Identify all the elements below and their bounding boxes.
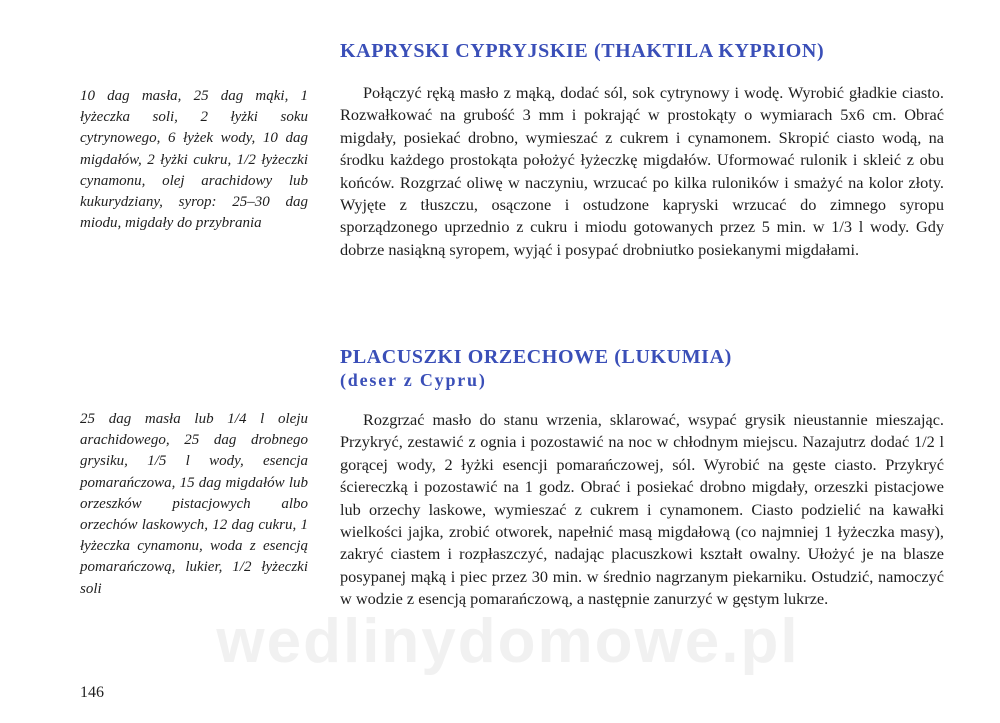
recipe-1-title: KAPRYSKI CYPRYJSKIE (THAKTILA KYPRION) — [340, 40, 825, 62]
recipe-2-method: Rozgrzać masło do stanu wrzenia, sklarować, wsypać grysik nieustannie mieszając. Przykryć, zestawić z ognia i pozostawić na noc w chłodnym miejscu. Nazajutrz dodać 1/2 l gorącej wody, 2 łyżki esencji pomarańczowej, sól. Wyrobić na gęste ciasto. Przykryć ściereczką i pozostawić na 1 godz. Obrać i posiekać drobno migdały, orzeszki pistacjowe lub orzechy laskowe, wymieszać z cukrem i cynamonem. Ciasto podzielić na kawałki wielkości jajka, zrobić otworek, napełnić masą migdałową (co najmniej 1 łyżeczka masy), zakryć ciastem i rozpłaszczyć, nadając placuszkowi kształt owalny. Ułożyć je na blasze posypanej mąką i piec przez 30 min. w średnio nagrzanym piekarniku. Ostudzić, namoczyć w wodzie z esencją pomarańczową, a następnie zanurzyć w gęstym lukrze. — [340, 410, 944, 609]
recipe-2-title: PLACUSZKI ORZECHOWE (LUKUMIA) — [340, 346, 732, 368]
recipe-1-method: Połączyć ręką masło z mąką, dodać sól, sok cytrynowy i wodę. Wyrobić gładkie ciasto. Rozwałkować na grubość 3 mm i pokrająć w prostokąty o wymiarach 5x6 cm. Obrać migdały, posiekać drobno, wymieszać z cukrem i cynamonem. Skropić ciasto wodą, na środku każdego prostokąta położyć łyżeczkę migdałów. Uformować rulonik i skleić z obu końców. Rozgrzać oliwę w naczyniu, wrzucać po kilka ruloników i smażyć na kolor złoty. Wyjęte z tłuszczu, osączone i ostudzone kapryski wrzucać do zimnego syropu sporządzonego uprzednio z cukru i miodu gotowanych przez 5 min. w 1/3 l wody. Gdy dobrze nasiąkną syropem, wyjąć i posypać drobniutko posiekanymi migdałami. — [340, 83, 944, 259]
page-number: 146 — [80, 684, 104, 701]
recipe-2-ingredients: 25 dag masła lub 1/4 l oleju arachidowego, 25 dag drobnego grysiku, 1/5 l wody, esencja pomarańczowa, 15 dag migdałów lub orzeszków pistacjowych albo orzechów laskowych, 12 dag cukru, 1 łyżeczka cynamonu, woda z esencją pomarańczową, lukier, 1/2 łyżeczki soli — [80, 411, 308, 597]
watermark-text: wedlinydomowe.pl — [216, 607, 800, 676]
recipe-1-ingredients: 10 dag masła, 25 dag mąki, 1 łyżeczka soli, 2 łyżki soku cytrynowego, 6 łyżek wody, 10 dag migdałów, 2 łyżki cukru, 1/2 łyżeczki cynamonu, olej arachidowy lub kukurydziany, syrop: 25–30 dag miodu, migdały do przybrania — [80, 88, 308, 232]
recipe-2-subtitle: (deser z Cypru) — [340, 370, 487, 390]
